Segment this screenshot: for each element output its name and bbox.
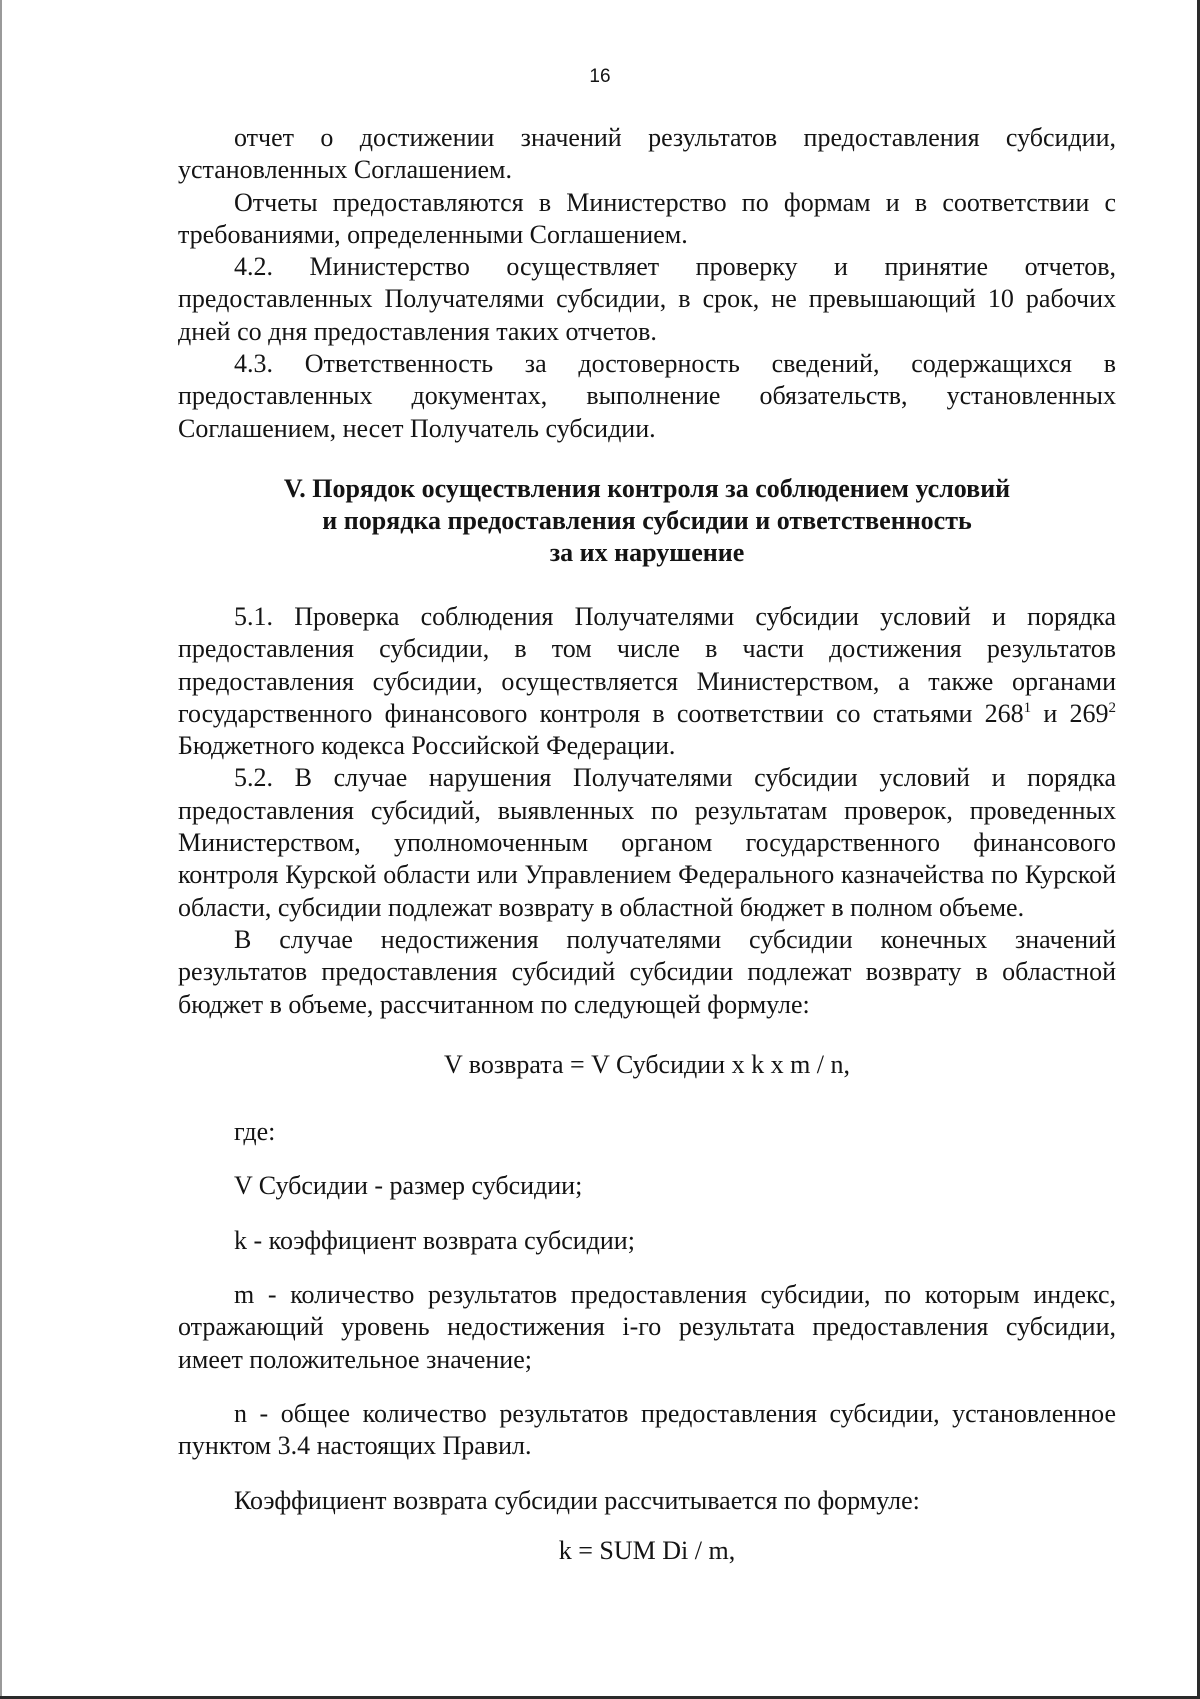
definition-k: k - коэффициент возврата субсидии; bbox=[234, 1225, 635, 1255]
paragraph-5-1-main: 5.1. Проверка соблюдения Получателями субсидии условий и порядка предоставления субсидии, в том числе в части достижения результатов предоставления субсидии, осуществляется Министерством, а также органами государственного финансового контроля в соответствии со статьями 268 bbox=[178, 601, 1116, 728]
footnote-sup-1: 1 bbox=[1023, 699, 1032, 716]
definition-v-subsidy: V Субсидии - размер субсидии; bbox=[234, 1171, 583, 1201]
section-title bbox=[178, 473, 1116, 569]
paragraph-5-2: 5.2. В случае нарушения Получателями субсидии условий и порядка предоставления субсидий, выявленных по результатам проверок, проведенных Министерством, уполномоченным органом государственного финансового контроля Курской области или Управлением Федерального казначейства по Курской области, субсидии подлежат возврату в областной бюджет в полном объеме. bbox=[178, 763, 1116, 922]
page-number: 16 bbox=[589, 66, 611, 87]
paragraph-4-3: 4.3. Ответственность за достоверность сведений, содержащихся в предоставленных документах, выполнение обязательств, установленных Соглашением, несет Получатель субсидии. bbox=[178, 349, 1116, 443]
paragraph-report-results: отчет о достижении значений результатов предоставления субсидии, установленных Соглашением. bbox=[178, 123, 1116, 185]
coefficient-intro: Коэффициент возврата субсидии рассчитывается по формуле: bbox=[234, 1485, 920, 1515]
page-edge-left bbox=[0, 0, 2, 1699]
paragraph-5-1-tail: Бюджетного кодекса Российской Федерации. bbox=[178, 731, 676, 761]
formula-coefficient: k = SUM Di / m, bbox=[558, 1535, 736, 1565]
section-title-line: за их нарушение bbox=[549, 537, 745, 567]
section-title-line: и порядка предоставления субсидии и ответственность bbox=[322, 505, 972, 535]
paragraph-nondelivery: В случае недостижения получателями субсидии конечных значений результатов предоставления субсидий субсидии подлежат возврату в областной бюджет в объеме, рассчитанном по следующей формуле: bbox=[178, 924, 1116, 1019]
formula-return-volume: V возврата = V Субсидии x k x m / n, bbox=[443, 1049, 851, 1079]
paragraph-5-1 bbox=[178, 601, 1116, 762]
document-body bbox=[178, 122, 1116, 1602]
paragraph-5-1-mid: и 269 bbox=[1031, 698, 1109, 728]
footnote-sup-2: 2 bbox=[1108, 699, 1116, 716]
where-label: где: bbox=[234, 1117, 276, 1147]
definition-m: m - количество результатов предоставления субсидии, по которым индекс, отражающий уровень недостижения i-го результата предоставления субсидии, имеет положительное значение; bbox=[178, 1280, 1116, 1374]
definition-n: n - общее количество результатов предоставления субсидии, установленное пунктом 3.4 настоящих Правил. bbox=[178, 1398, 1116, 1461]
section-title-line: V. Порядок осуществления контроля за соблюдением условий bbox=[283, 473, 1011, 503]
paragraph-reports-submission: Отчеты предоставляются в Министерство по формам и в соответствии с требованиями, определенными Соглашением. bbox=[178, 187, 1116, 249]
paragraph-4-2: 4.2. Министерство осуществляет проверку и принятие отчетов, предоставленных Получателями субсидии, в срок, не превышающий 10 рабочих дней со дня предоставления таких отчетов. bbox=[178, 252, 1116, 346]
